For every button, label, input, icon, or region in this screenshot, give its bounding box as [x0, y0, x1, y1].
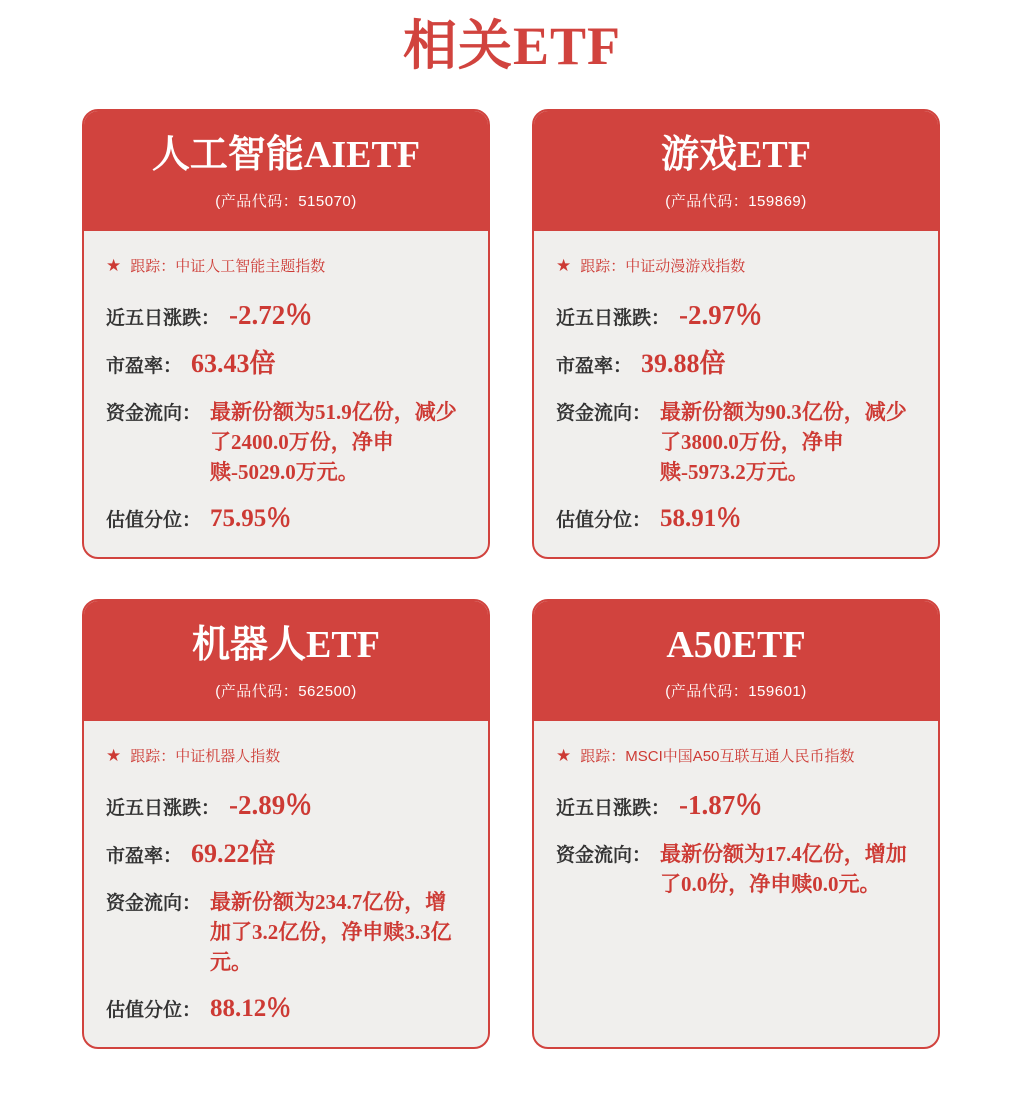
pe-ratio-value: 69.22倍 — [191, 838, 276, 868]
product-code: 159869 — [748, 192, 802, 210]
page-title: 相关ETF — [402, 16, 622, 76]
fund-flow-row — [106, 887, 466, 977]
card-header — [534, 601, 938, 721]
tracking-index: 中证动漫游戏指数 — [625, 257, 746, 275]
fund-flow-row — [106, 397, 466, 487]
five-day-change-row — [556, 300, 916, 334]
fund-flow-value: 最新份额为17.4亿份，增加了0.0份，净申赎0.0元。 — [660, 841, 907, 896]
valuation-percentile-label: 估值分位： — [556, 509, 652, 531]
etf-card — [82, 109, 490, 559]
tracking-line — [106, 745, 466, 766]
product-code-suffix: ) — [351, 682, 357, 700]
tracking-label: 跟踪： — [580, 747, 626, 765]
five-day-change-label: 近五日涨跌： — [106, 307, 221, 329]
tracking-line — [106, 255, 466, 276]
fund-flow-row — [556, 839, 916, 899]
tracking-label: 跟踪： — [130, 257, 176, 275]
product-code-suffix: ) — [801, 682, 807, 700]
product-code: 515070 — [298, 192, 352, 210]
etf-name: 人工智能AIETF — [151, 133, 421, 176]
tracking-line — [556, 745, 916, 766]
pe-ratio-value: 63.43倍 — [191, 348, 276, 378]
product-code-line — [92, 680, 480, 701]
five-day-change-row — [106, 790, 466, 824]
card-body — [84, 231, 488, 559]
tracking-index: 中证人工智能主题指数 — [175, 257, 326, 275]
pe-ratio-value: 39.88倍 — [641, 348, 726, 378]
fund-flow-value: 最新份额为51.9亿份，减少了2400.0万份，净申赎-5029.0万元。 — [210, 399, 457, 484]
fund-flow-label: 资金流向： — [106, 892, 202, 914]
five-day-change-value: -2.72％ — [229, 299, 313, 330]
five-day-change-row — [106, 300, 466, 334]
card-header — [534, 111, 938, 231]
product-code-prefix: (产品代码： — [665, 192, 749, 210]
tracking-label: 跟踪： — [580, 257, 626, 275]
fund-flow-label: 资金流向： — [556, 402, 652, 424]
etf-card — [532, 109, 940, 559]
pe-ratio-row — [106, 349, 466, 382]
valuation-percentile-row — [556, 504, 916, 536]
valuation-percentile-row — [106, 994, 466, 1026]
card-body — [534, 231, 938, 559]
five-day-change-value: -2.97％ — [679, 299, 763, 330]
etf-name: A50ETF — [666, 623, 806, 666]
fund-flow-value: 最新份额为234.7亿份，增加了3.2亿份，净申赎3.3亿元。 — [210, 889, 452, 974]
product-code-suffix: ) — [351, 192, 357, 210]
five-day-change-row — [556, 790, 916, 824]
tracking-index: 中证机器人指数 — [175, 747, 281, 765]
etf-name: 机器人ETF — [192, 623, 380, 666]
valuation-percentile-value: 58.91％ — [660, 504, 742, 532]
product-code: 562500 — [298, 682, 352, 700]
etf-name: 游戏ETF — [661, 133, 811, 176]
five-day-change-value: -2.89％ — [229, 789, 313, 820]
five-day-change-label: 近五日涨跌： — [556, 797, 671, 819]
valuation-percentile-label: 估值分位： — [106, 509, 202, 531]
pe-ratio-label: 市盈率： — [556, 355, 633, 377]
valuation-percentile-label: 估值分位： — [106, 999, 202, 1021]
product-code: 159601 — [748, 682, 802, 700]
card-header — [84, 111, 488, 231]
pe-ratio-row — [556, 349, 916, 382]
valuation-percentile-value: 88.12％ — [210, 994, 292, 1022]
valuation-percentile-row — [106, 504, 466, 536]
fund-flow-label: 资金流向： — [106, 402, 202, 424]
star-icon: ★ — [556, 255, 572, 275]
tracking-line — [556, 255, 916, 276]
star-icon: ★ — [556, 745, 572, 765]
etf-card — [82, 599, 490, 1049]
fund-flow-value: 最新份额为90.3亿份，减少了3800.0万份，净申赎-5973.2万元。 — [660, 399, 907, 484]
product-code-line — [542, 190, 930, 211]
card-body — [534, 721, 938, 1047]
tracking-index: MSCI中国A50互联互通人民币指数 — [625, 747, 855, 765]
card-header — [84, 601, 488, 721]
etf-card — [532, 599, 940, 1049]
five-day-change-label: 近五日涨跌： — [556, 307, 671, 329]
fund-flow-label: 资金流向： — [556, 844, 652, 866]
product-code-prefix: (产品代码： — [215, 192, 299, 210]
etf-card-grid — [82, 109, 942, 1049]
fund-flow-row — [556, 397, 916, 487]
five-day-change-value: -1.87％ — [679, 789, 763, 820]
tracking-label: 跟踪： — [130, 747, 176, 765]
pe-ratio-label: 市盈率： — [106, 355, 183, 377]
product-code-prefix: (产品代码： — [215, 682, 299, 700]
product-code-suffix: ) — [801, 192, 807, 210]
product-code-line — [92, 190, 480, 211]
star-icon: ★ — [106, 255, 122, 275]
pe-ratio-label: 市盈率： — [106, 845, 183, 867]
star-icon: ★ — [106, 745, 122, 765]
product-code-line — [542, 680, 930, 701]
five-day-change-label: 近五日涨跌： — [106, 797, 221, 819]
valuation-percentile-value: 75.95％ — [210, 504, 292, 532]
card-body — [84, 721, 488, 1049]
pe-ratio-row — [106, 839, 466, 872]
product-code-prefix: (产品代码： — [665, 682, 749, 700]
